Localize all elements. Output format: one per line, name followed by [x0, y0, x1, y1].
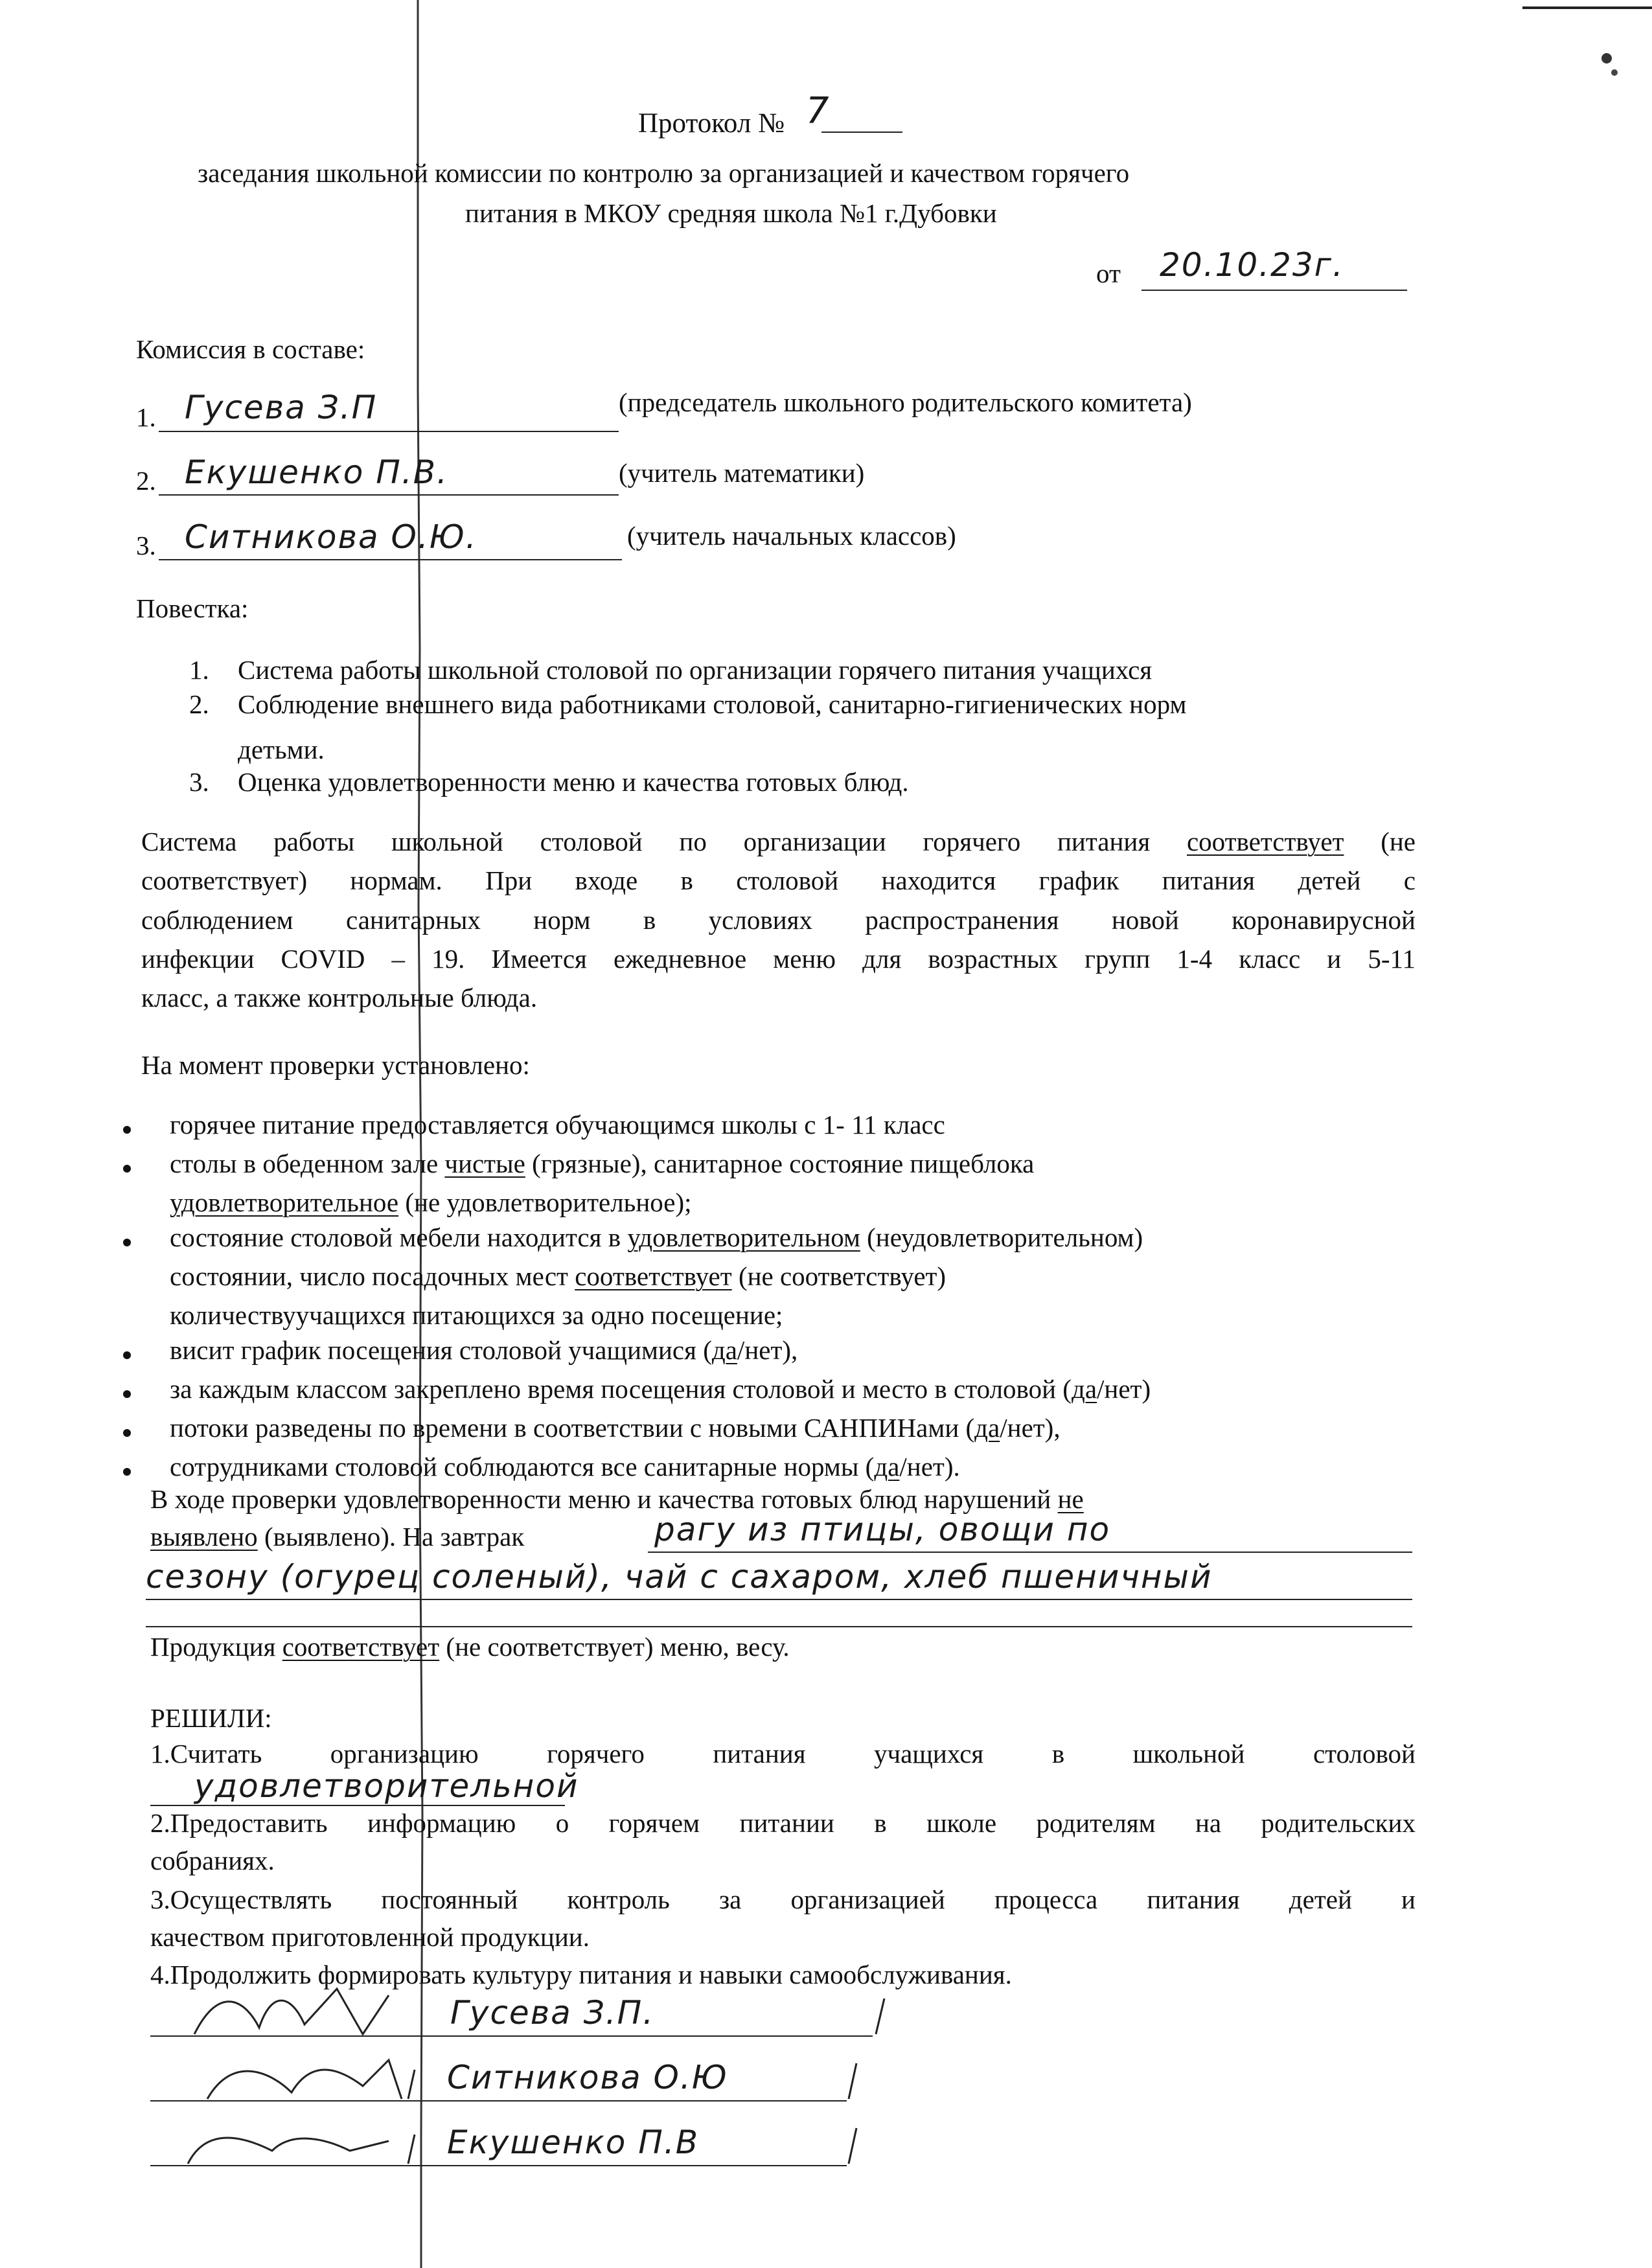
protocol-number: 7: [805, 90, 831, 132]
bullet: [123, 1351, 131, 1359]
paragraph-line: Система работы школьной столовой по организации горячего питания соответствует (не: [141, 827, 1416, 856]
breakfast-handwriting: сезону (огурец соленый), чай с сахаром, хлеб пшеничный: [146, 1558, 1213, 1596]
signature-1: [194, 1989, 389, 2034]
findings-heading: На момент проверки установлено:: [141, 1050, 530, 1080]
menu-check-line: выявлено (выявлено). На завтрак: [150, 1522, 525, 1552]
menu-check-line: В ходе проверки удовлетворенности меню и качества готовых блюд нарушений не: [150, 1484, 1084, 1514]
paragraph-line: соответствует) нормам. При входе в столовой находится график питания детей с: [141, 865, 1416, 895]
bullet: [123, 1126, 131, 1134]
decision-line: собраниях.: [150, 1846, 275, 1875]
agenda-number: 1.: [189, 655, 209, 685]
agenda-number: 2.: [189, 689, 209, 719]
bullet-line: состояние столовой мебели находится в удовлетворительном (неудовлетворительном): [170, 1222, 1143, 1252]
bullet-line: состоянии, число посадочных мест соответствует (не соответствует): [170, 1261, 946, 1291]
decisions-heading: РЕШИЛИ:: [150, 1703, 272, 1733]
date-value: 20.10.23г.: [1160, 246, 1344, 284]
member-number: 2.: [136, 466, 156, 496]
bullet-line: столы в обеденном зале чистые (грязные), санитарное состояние пищеблока: [170, 1149, 1035, 1178]
agenda-heading: Повестка:: [136, 593, 249, 623]
bullet-line: сотрудниками столовой соблюдаются все санитарные нормы (да/нет).: [170, 1452, 960, 1482]
bullet-line: потоки разведены по времени в соответствии с новыми САНПИНами (да/нет),: [170, 1413, 1061, 1443]
commission-heading: Комиссия в составе:: [136, 334, 365, 364]
agenda-item: Соблюдение внешнего вида работниками столовой, санитарно-гигиенических норм: [238, 689, 1187, 719]
member-number: 1.: [136, 402, 156, 432]
paragraph-line: инфекции COVID – 19. Имеется ежедневное меню для возрастных групп 1-4 класс и 5-11: [141, 944, 1416, 974]
slash: [408, 2135, 415, 2164]
paragraph-line: класс, а также контрольные блюда.: [141, 983, 538, 1013]
member-role: (учитель начальных классов): [627, 521, 956, 551]
bullet-line: висит график посещения столовой учащимися (да/нет),: [170, 1335, 798, 1365]
bullet: [123, 1429, 131, 1437]
bullet: [123, 1390, 131, 1398]
signature-2: [207, 2060, 402, 2099]
bullet-line: количествуучащихся питающихся за одно посещение;: [170, 1300, 783, 1330]
slash: [876, 1999, 884, 2034]
subtitle-line1: заседания школьной комиссии по контролю за организацией и качеством горячего: [198, 158, 1130, 188]
member-name: Екушенко П.В.: [185, 453, 448, 491]
speck: [1611, 69, 1618, 76]
paragraph-line: соблюдением санитарных норм в условиях распространения новой коронавирусной: [141, 905, 1416, 935]
breakfast-handwriting: рагу из птицы, овощи по: [654, 1511, 1111, 1548]
decision-line: 3.Осуществлять постоянный контроль за организацией процесса питания детей и: [150, 1884, 1416, 1914]
member-role: (председатель школьного родительского комитета): [619, 387, 1192, 417]
slash: [408, 2070, 415, 2099]
agenda-item: Система работы школьной столовой по организации горячего питания учащихся: [238, 655, 1153, 685]
member-name: Гусева З.П: [185, 389, 378, 426]
decision-line: 1.Считать организацию горячего питания учащихся в школьной столовой: [150, 1739, 1416, 1769]
agenda-item-cont: детьми.: [238, 735, 325, 764]
page-title: Протокол № 7: [638, 90, 831, 139]
decision-line: 4.Продолжить формировать культуру питания и навыки самообслуживания.: [150, 1960, 1012, 1989]
member-role: (учитель математики): [619, 458, 865, 488]
signature-name: Гусева З.П.: [450, 1994, 655, 2032]
decision-line: качеством приготовленной продукции.: [150, 1922, 590, 1952]
subtitle-line2: питания в МКОУ средняя школа №1 г.Дубовки: [465, 198, 997, 228]
bullet-line: удовлетворительное (не удовлетворительное);: [170, 1187, 692, 1217]
member-name: Ситникова О.Ю.: [185, 518, 477, 556]
bullet-line: горячее питание предоставляется обучающимся школы с 1- 11 класс: [170, 1110, 945, 1140]
decision-handwriting: удовлетворительной: [194, 1767, 579, 1805]
agenda-item: Оценка удовлетворенности меню и качества готовых блюд.: [238, 767, 909, 797]
slash: [849, 2128, 856, 2164]
speck: [1601, 53, 1612, 63]
decision-line: 2.Предоставить информацию о горячем питании в школе родителям на родительских: [150, 1808, 1416, 1838]
signature-3: [188, 2138, 389, 2164]
bullet: [123, 1239, 131, 1246]
signature-name: Ситникова О.Ю: [447, 2059, 728, 2096]
slash: [849, 2063, 856, 2099]
date-prefix: от: [1096, 258, 1121, 288]
product-line: Продукция соответствует (не соответствует) меню, весу.: [150, 1632, 790, 1662]
signature-name: Екушенко П.В: [447, 2124, 700, 2161]
bullet: [123, 1468, 131, 1476]
bullet: [123, 1165, 131, 1173]
member-number: 3.: [136, 531, 156, 560]
agenda-number: 3.: [189, 767, 209, 797]
bullet-line: за каждым классом закреплено время посещения столовой и место в столовой (да/нет): [170, 1374, 1151, 1404]
